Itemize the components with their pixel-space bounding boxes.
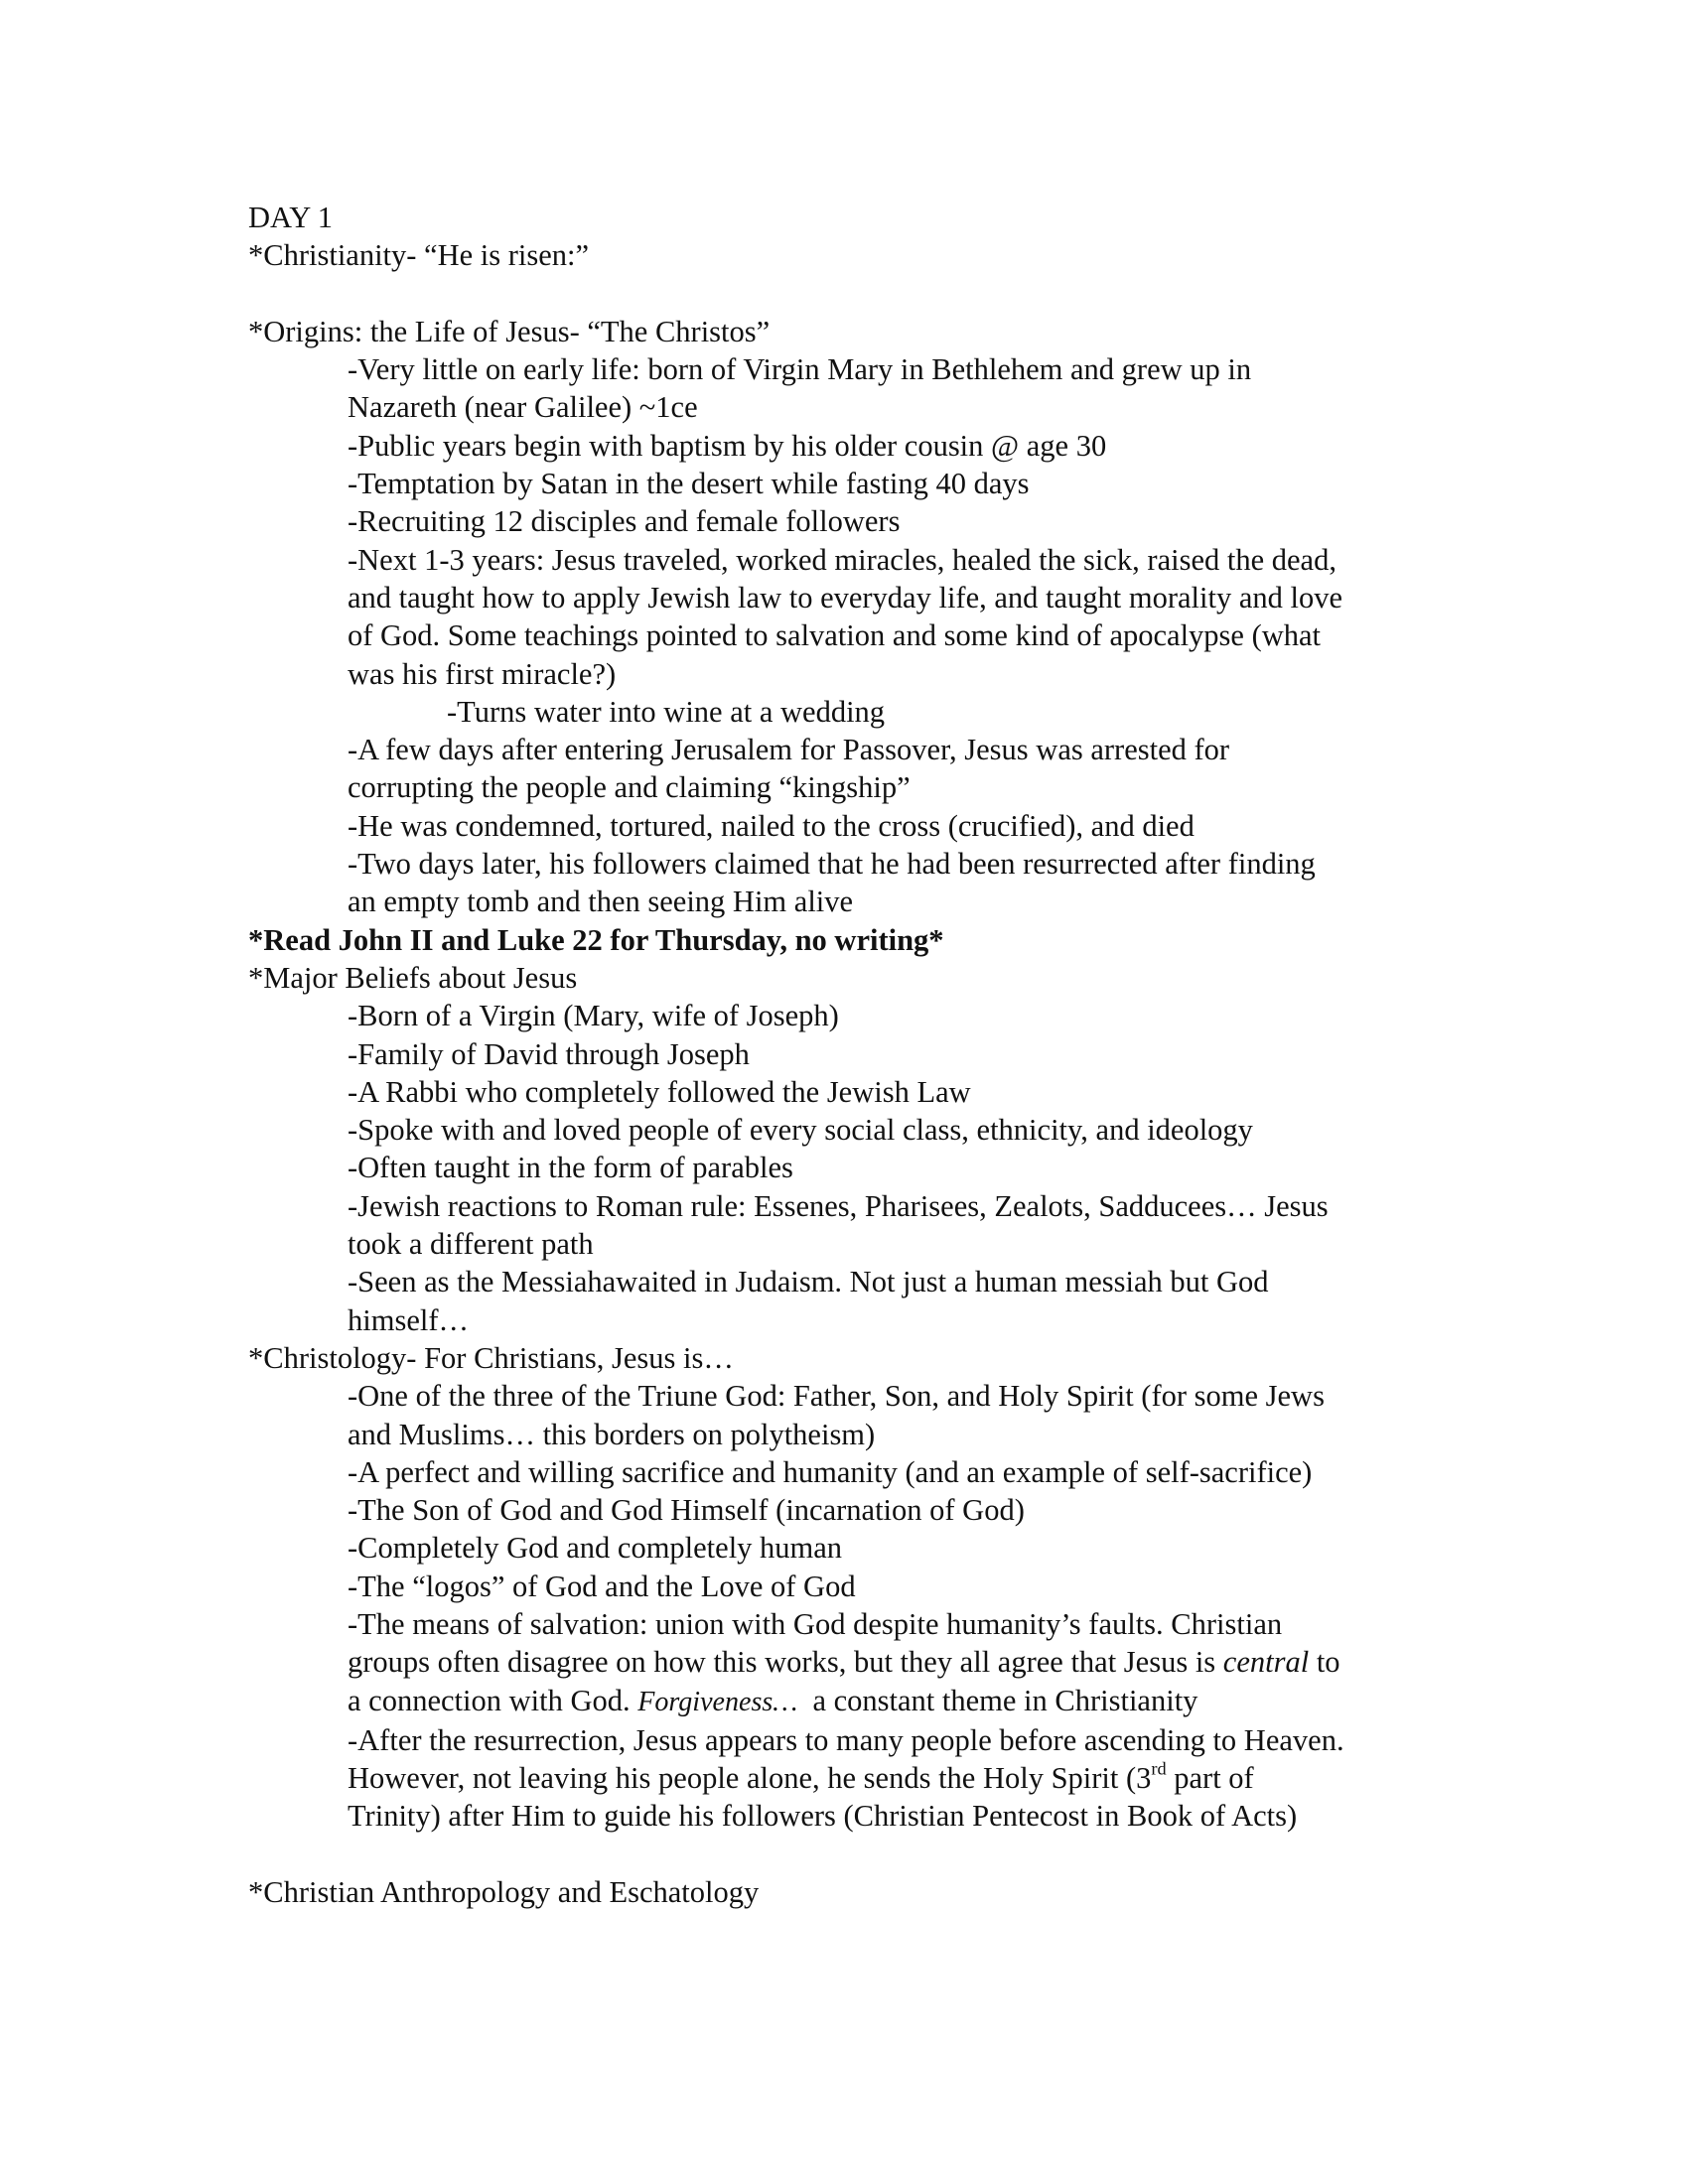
beliefs-item: -A Rabbi who completely followed the Jewish Law [348, 1074, 971, 1109]
origins-item: -Temptation by Satan in the desert while fasting 40 days [348, 467, 1030, 501]
beliefs-title: *Major Beliefs about Jesus [248, 960, 578, 995]
emphasis-central: central [1222, 1645, 1310, 1680]
reading-assignment: *Read John II and Luke 22 for Thursday, no writing* [248, 922, 944, 957]
text-run: a constant theme in Christianity [797, 1683, 1198, 1717]
origins-item: was his first miracle?) [348, 656, 617, 691]
origins-item: Nazareth (near Galilee) ~1ce [348, 390, 698, 425]
beliefs-item: -Spoke with and loved people of every social class, ethnicity, and ideology [348, 1113, 1253, 1148]
christology-title: *Christology- For Christians, Jesus is… [248, 1340, 734, 1375]
christianity-line: *Christianity- “He is risen:” [248, 238, 590, 273]
christology-item: and Muslims… this borders on polytheism) [348, 1417, 876, 1451]
origins-item: -Two days later, his followers claimed that he had been resurrected after finding [348, 847, 1316, 882]
christology-item: -The “logos” of God and the Love of God [348, 1569, 856, 1603]
text-run: However, not leaving his people alone, he sends the Holy Spirit (3 [348, 1761, 1152, 1796]
origins-subitem: -Turns water into wine at a wedding [447, 694, 886, 729]
beliefs-item: -Often taught in the form of parables [348, 1151, 793, 1185]
christology-item: -The Son of God and God Himself (incarnation of God) [348, 1493, 1025, 1528]
text-run: a connection with God. [348, 1683, 638, 1717]
beliefs-item: -Born of a Virgin (Mary, wife of Joseph) [348, 999, 839, 1033]
text-run: to [1309, 1645, 1340, 1680]
beliefs-item: -Seen as the Messiahawaited in Judaism. Not just a human messiah but God [348, 1265, 1269, 1299]
christology-item [248, 1759, 1470, 1797]
beliefs-item: -Family of David through Joseph [348, 1036, 750, 1071]
ordinal-superscript: rd [1151, 1758, 1167, 1779]
origins-item: and taught how to apply Jewish law to everyday life, and taught morality and love [348, 580, 1343, 614]
blank-line [248, 275, 1470, 313]
origins-item: corrupting the people and claiming “kingship” [348, 770, 911, 805]
christology-item: -A perfect and willing sacrifice and humanity (and an example of self-sacrifice) [348, 1454, 1313, 1489]
christology-item: -The means of salvation: union with God despite humanity’s faults. Christian [348, 1606, 1283, 1641]
christology-item: -After the resurrection, Jesus appears to many people before ascending to Heaven. [348, 1722, 1344, 1757]
origins-item: -A few days after entering Jerusalem for Passover, Jesus was arrested for [348, 733, 1230, 767]
origins-item: -Public years begin with baptism by his older cousin @ age 30 [348, 428, 1107, 463]
origins-item: -Recruiting 12 disciples and female followers [348, 504, 901, 539]
beliefs-item: -Jewish reactions to Roman rule: Essenes, Pharisees, Zealots, Sadducees… Jesus [348, 1188, 1329, 1223]
origins-item: -Next 1-3 years: Jesus traveled, worked miracles, healed the sick, raised the dead, [348, 542, 1336, 577]
christology-item: -Completely God and completely human [348, 1531, 843, 1566]
christology-item: -One of the three of the Triune God: Father, Son, and Holy Spirit (for some Jews [348, 1379, 1325, 1414]
christology-item: Trinity) after Him to guide his followers (Christian Pentecost in Book of Acts) [348, 1799, 1298, 1834]
emphasis-forgiveness: Forgiveness… [637, 1686, 798, 1717]
origins-item: -He was condemned, tortured, nailed to the cross (crucified), and died [348, 808, 1195, 843]
blank-line [248, 1836, 1470, 1873]
origins-item: an empty tomb and then seeing Him alive [348, 885, 854, 919]
origins-title: *Origins: the Life of Jesus- “The Christos” [248, 314, 771, 348]
beliefs-item: himself… [348, 1302, 469, 1337]
page-heading: DAY 1 [248, 201, 334, 234]
anthropology-title: *Christian Anthropology and Eschatology [248, 1875, 760, 1910]
christology-item [248, 1643, 1470, 1681]
origins-item: -Very little on early life: born of Virgin Mary in Bethlehem and grew up in [348, 352, 1252, 387]
beliefs-item: took a different path [348, 1227, 594, 1262]
text-run: groups often disagree on how this works, but they all agree that Jesus is [348, 1645, 1223, 1680]
christology-item [248, 1682, 1470, 1721]
text-run: part of [1166, 1761, 1254, 1796]
notes-body [248, 199, 1470, 1911]
origins-item: of God. Some teachings pointed to salvation and some kind of apocalypse (what [348, 618, 1322, 653]
